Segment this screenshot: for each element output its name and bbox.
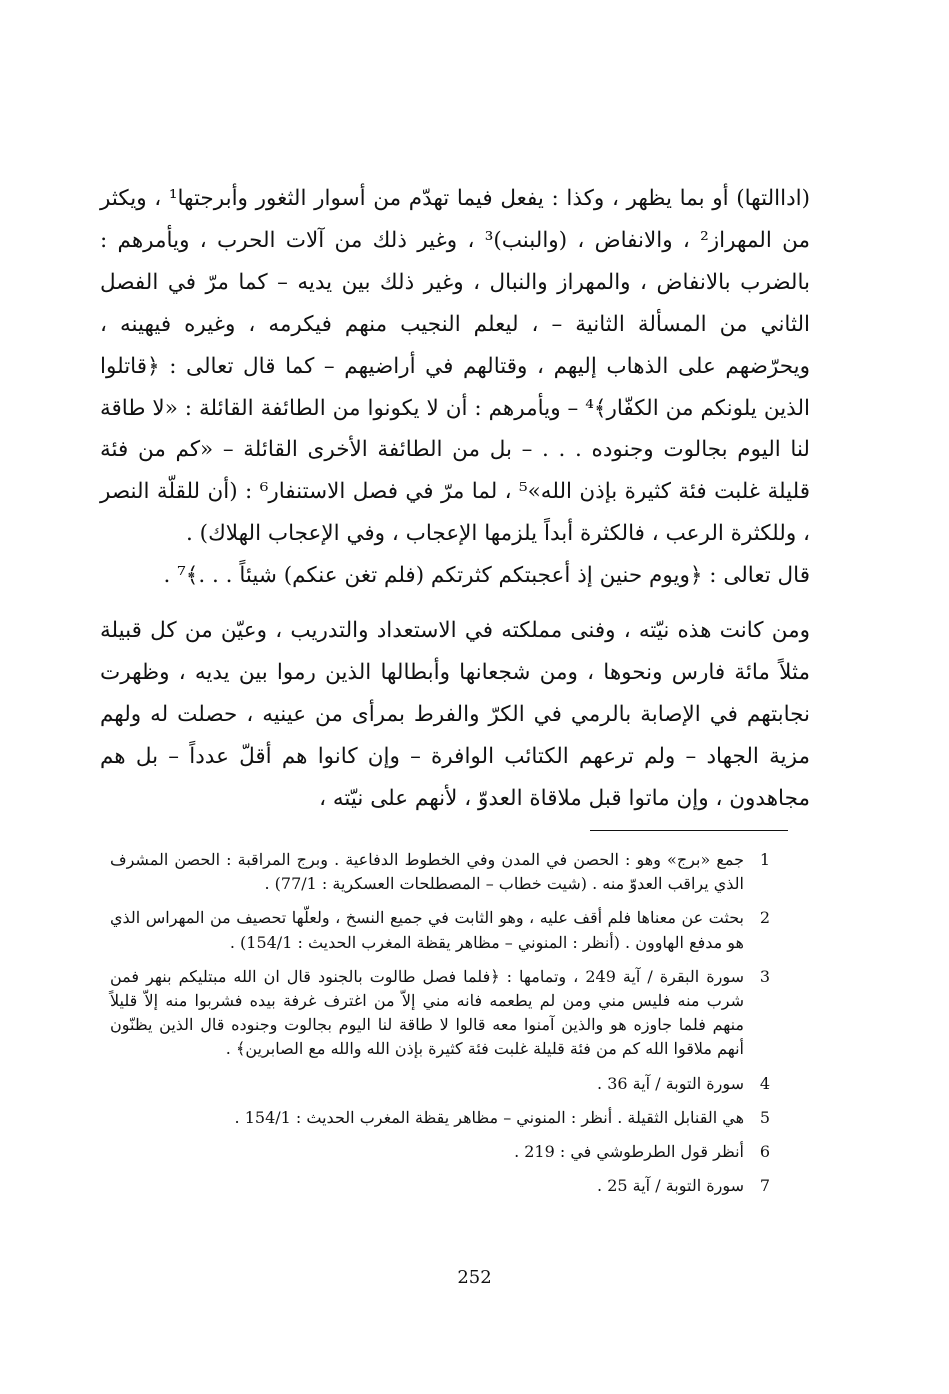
footnote-number: 3 — [759, 966, 771, 986]
footnote-number: 5 — [759, 1107, 771, 1127]
footnote-text: سورة البقرة / آية 249 ، وتمامها : ﴿فلما فصل طالوت بالجنود قال ان الله مبتليكم بنهر فمن شرب منه فليس مني ومن لم يطعمه فانه مني إلاّ من اغترف غرفة بيده فشربوا منه إلاّ قليلاً منهم فلما جاوزه هو والذين آمنوا معه قالوا لا طاقة لنا اليوم بجالوت وجنوده قال الذين يظنّون أنهم ملاقوا الله كم من فئة قليلة غلبت فئة كثيرة بإذن الله والله مع الصابرين﴾ . — [110, 966, 744, 1059]
footnote-text: بحثت عن معناها فلم أقف عليه ، وهو الثابت في جميع النسخ ، ولعلّها تحصيف من المهراس الذي هو مدفع الهاوون . (أنظر : المنوني – مظاهر يقظة المغرب الحديث : 154/1) . — [110, 908, 744, 952]
footnote-number: 6 — [759, 1142, 771, 1162]
footnote-separator — [590, 830, 788, 831]
footnote — [110, 848, 786, 896]
footnote-text: هي القنابل الثقيلة . أنظر : المنوني – مظاهر يقظة المغرب الحديث : 154/1 . — [234, 1107, 744, 1127]
footnote — [110, 906, 786, 954]
footnote-text: سورة التوبة / آية 36 . — [597, 1073, 744, 1093]
paragraph-1: (اداالتها) أو بما يظهر ، وكذا : يفعل فيما تهدّم من أسوار الثغور وأبرجتها¹ ، ويكثر من المهراز² ، والانفاض ، (والبنب)³ ، وغير ذلك من آلات الحرب ، ويأمرهم : بالضرب بالانفاض ، والمهراز والنبال ، وغير ذلك بين يديه – كما مرّ في الفصل الثاني من المسألة الثانية – ، ليعلم النجيب منهم فيكرمه ، وغيره فيهينه ، ويحرّضهم على الذهاب إليهم ، وقتالهم في أراضيهم – كما قال تعالى : ﴿قاتلوا الذين يلونكم من الكفّار﴾⁴ – ويأمرهم : أن لا يكونوا من الطائفة القائلة : «لا طاقة لنا اليوم بجالوت وجنوده . . . – بل من الطائفة الأخرى القائلة – «كم من فئة قليلة غلبت فئة كثيرة بإذن الله»⁵ ، لما مرّ في فصل الاستنفار⁶ : (أن للقلّة النصر ، وللكثرة الرعب ، فالكثرة أبداً يلزمها الإعجاب ، وفي الإعجاب الهلاك) . — [100, 186, 810, 547]
footnote-number: 1 — [759, 850, 771, 869]
footnote — [110, 965, 786, 1062]
footnote — [110, 1072, 786, 1096]
footnote — [110, 1106, 786, 1130]
footnote-number: 7 — [759, 1176, 771, 1196]
footnote-number: 4 — [759, 1073, 771, 1093]
footnote-text: جمع «برج» وهو : الحصن في المدن وفي الخطوط الدفاعية . وبرج المراقبة : الحصن المشرف الذي يراقب العدوّ منه . (شيت خطاب – المصطلحات العسكرية : 77/1) . — [110, 850, 744, 894]
paragraph-2: ومن كانت هذه نيّته ، وفنى مملكته في الاستعداد والتدريب ، وعيّن من كل قبيلة مثلاً مائة فارس ونحوها ، ومن شجعانها وأبطالها الذين رموا بين يديه ، وظهرت نجابتهم في الإصابة بالرمي في الكرّ والفرط بمرأى من عينيه ، حصلت له ولهم مزية الجهاد – ولم ترعهم الكتائب الوافرة – وإن كانوا هم أقلّ عدداً – بل هم مجاهدون ، وإن ماتوا قبل ملاقاة العدوّ ، لأنهم على نيّته ، — [100, 618, 810, 811]
footnote-number: 2 — [759, 908, 771, 928]
footnote-text: سورة التوبة / آية 25 . — [597, 1176, 744, 1196]
page-number: 252 — [457, 1267, 492, 1288]
main-text — [100, 178, 810, 820]
quran-quote: قال تعالى : ﴿ويوم حنين إذ أعجبتكم كثرتكم (فلم تغن عنكم) شيئاً . . .﴾⁷ . — [163, 563, 810, 589]
footnote-text: أنظر قول الطرطوشي في : 219 . — [514, 1142, 744, 1162]
footnotes — [110, 848, 786, 1208]
footnote — [110, 1174, 786, 1198]
footnote — [110, 1140, 786, 1164]
